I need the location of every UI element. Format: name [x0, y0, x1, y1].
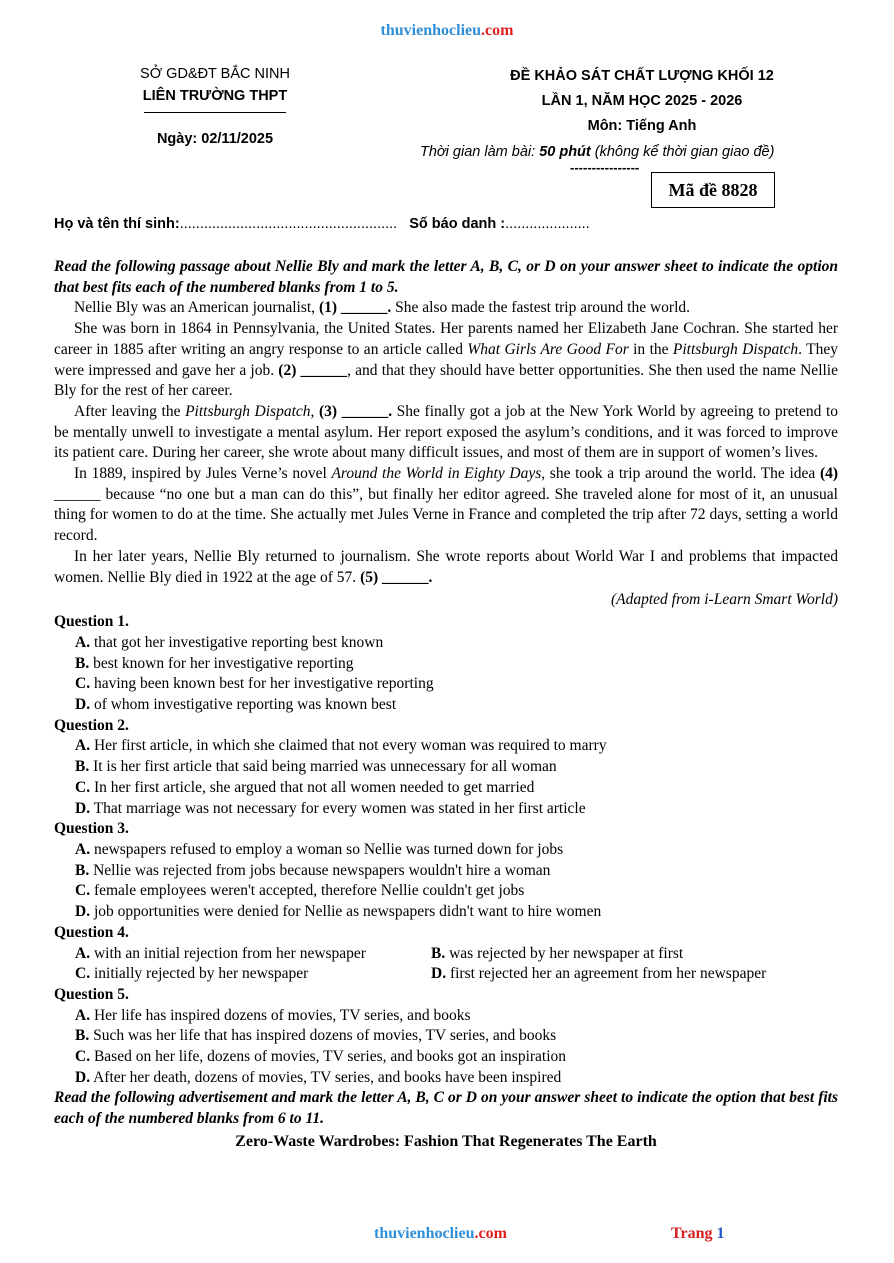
question-label: Question 3.: [54, 820, 129, 838]
option-letter: C.: [75, 882, 91, 900]
option-text: After her death, dozens of movies, TV series, and books have been inspired: [90, 1068, 562, 1086]
option-text: job opportunities were denied for Nellie as newspapers didn't want to hire women: [90, 903, 602, 921]
candidate-name-field[interactable]: ......................................................: [179, 216, 398, 232]
school-name: LIÊN TRƯỜNG THPT: [142, 88, 288, 104]
option-letter: C.: [75, 965, 91, 983]
passage-paragraph: [54, 547, 838, 588]
option-text: It is her first article that said being married was unnecessary for all woman: [89, 758, 557, 776]
passage-paragraph: [54, 298, 838, 319]
passage-text: , and that they should have better opportunities. She then used the name Nellie Bly for the rest of her career.: [54, 361, 838, 400]
option-letter: A.: [75, 1006, 91, 1024]
answer-option[interactable]: [75, 944, 431, 965]
blank-5: (5) ______.: [360, 568, 433, 586]
answer-option[interactable]: [75, 695, 838, 716]
option-letter: D.: [431, 965, 447, 983]
article-title: What Girls Are Good For: [467, 340, 629, 358]
option-letter: B.: [75, 1027, 90, 1045]
department-name: SỞ GD&ĐT BẮC NINH: [140, 66, 290, 82]
option-letter: A.: [75, 944, 91, 962]
option-letter: A.: [75, 737, 91, 755]
option-letter: B.: [75, 654, 90, 672]
passage-text: She finally got a job at the New York World by agreeing to pretend to be mentally unwell to investigate a mental asylum. Her report exposed the asylum’s conditions, and it was forced to improve its patient care. During her career, she wrote about many difficult issues, and most of them are in support of women’s lives.: [54, 402, 838, 462]
question-label: Question 2.: [54, 716, 129, 734]
option-text: that got her investigative reporting best known: [90, 633, 384, 651]
option-text: was rejected by her newspaper at first: [445, 944, 684, 962]
site-domain: .com: [474, 1225, 507, 1242]
answer-option[interactable]: [75, 778, 838, 799]
option-text: newspapers refused to employ a woman so Nellie was turned down for jobs: [90, 840, 564, 858]
passage-text: in the: [628, 340, 673, 358]
exam-subject: Môn: Tiếng Anh: [587, 118, 697, 134]
passage-text: , she took a trip around the world. The idea: [541, 465, 820, 483]
option-letter: C.: [75, 778, 91, 796]
option-letter: B.: [75, 758, 90, 776]
option-row: [75, 964, 838, 985]
passage-text: ______ because “no one but a man can do this”, but finally her editor agreed. She traveled alone for most of it, an unusual thing for women to do at the time. She actually met Jules Verne in France and completed the trip after 72 days, setting a world record.: [54, 485, 838, 545]
option-text: first rejected her an agreement from her newspaper: [446, 965, 767, 983]
passage-text: In her later years, Nellie Bly returned to journalism. She wrote reports about World War I and problems that impacted women. Nellie Bly died in 1922 at the age of 57.: [54, 547, 838, 586]
answer-option[interactable]: [75, 674, 838, 695]
exam-title: ĐỀ KHẢO SÁT CHẤT LƯỢNG KHỐI 12: [510, 68, 774, 84]
answer-option[interactable]: [75, 1068, 838, 1089]
site-name: thuvienhoclieu: [374, 1225, 475, 1242]
section1-instruction: Read the following passage about Nellie Bly and mark the letter A, B, C, or D on your answer sheet to indicate the option that best fits each of the numbered blanks from 1 to 5.: [54, 258, 838, 296]
header-dashes: ----------------: [570, 160, 640, 175]
passage-text: ,: [310, 402, 320, 420]
blank-1: (1) ______.: [318, 299, 392, 317]
answer-option[interactable]: [75, 902, 838, 923]
option-text: with an initial rejection from her newspaper: [90, 944, 366, 962]
newspaper-name: Pittsburgh Dispatch: [672, 340, 799, 358]
option-letter: D.: [75, 696, 91, 714]
option-text: Based on her life, dozens of movies, TV series, and books got an inspiration: [90, 1048, 567, 1066]
passage-paragraph: [54, 402, 838, 464]
answer-option[interactable]: [75, 964, 431, 985]
passage-text: Nellie Bly was an American journalist,: [74, 299, 319, 317]
site-domain: .com: [481, 22, 514, 39]
novel-title: Around the World in Eighty Days: [331, 465, 542, 483]
page-indicator: [671, 1225, 724, 1243]
answer-option[interactable]: [75, 881, 838, 902]
duration-value: 50 phút: [539, 144, 591, 160]
question-label: Question 4.: [54, 923, 129, 941]
exam-session: LẦN 1, NĂM HỌC 2025 - 2026: [541, 93, 743, 109]
option-text: Nellie was rejected from jobs because newspapers wouldn't hire a woman: [89, 861, 551, 879]
option-text: of whom investigative reporting was known best: [90, 696, 397, 714]
advertisement-title: Zero-Waste Wardrobes: Fashion That Regenerates The Earth: [235, 1132, 657, 1150]
answer-option[interactable]: [75, 736, 838, 757]
candidate-name-label: Họ và tên thí sinh:: [54, 216, 180, 232]
passage-text: She also made the fastest trip around the world.: [391, 299, 690, 317]
page-number: 1: [716, 1225, 725, 1242]
passage-text: . They were impressed and gave her a job.: [54, 340, 838, 379]
option-text: female employees weren't accepted, therefore Nellie couldn't get jobs: [90, 882, 525, 900]
option-text: Such was her life that has inspired dozens of movies, TV series, and books: [89, 1027, 557, 1045]
blank-3: (3) ______.: [319, 402, 393, 420]
exam-code: Mã đề 8828: [668, 179, 758, 200]
option-letter: B.: [431, 944, 446, 962]
answer-option[interactable]: [75, 840, 838, 861]
exam-date: Ngày: 02/11/2025: [156, 131, 274, 147]
header-left: [100, 66, 330, 147]
duration-prefix: Thời gian làm bài:: [420, 144, 540, 160]
question-label: Question 1.: [54, 613, 129, 631]
option-letter: B.: [75, 861, 90, 879]
option-letter: C.: [75, 675, 91, 693]
answer-option[interactable]: [431, 964, 766, 985]
duration-suffix: (không kể thời gian giao đề): [590, 144, 775, 160]
answer-option[interactable]: [75, 757, 838, 778]
newspaper-name: Pittsburgh Dispatch: [185, 402, 311, 420]
question-label: Question 5.: [54, 985, 129, 1003]
option-text: having been known best for her investigative reporting: [90, 675, 434, 693]
passage-text: After leaving the: [74, 402, 186, 420]
option-text: Her life has inspired dozens of movies, TV series, and books: [90, 1006, 471, 1024]
passage-paragraph: [54, 319, 838, 402]
answer-option[interactable]: [75, 1026, 838, 1047]
main-content: [54, 257, 838, 1153]
option-letter: D.: [75, 903, 91, 921]
blank-4: (4): [819, 465, 839, 483]
candidate-id-field[interactable]: .....................: [505, 216, 590, 232]
exam-duration: [420, 144, 774, 160]
header-right: [432, 68, 852, 141]
answer-option[interactable]: [431, 944, 683, 965]
header-divider: [144, 112, 286, 113]
footer-site[interactable]: [374, 1225, 507, 1243]
candidate-id-label: Số báo danh :: [409, 216, 506, 232]
answer-option[interactable]: [75, 633, 838, 654]
option-letter: C.: [75, 1048, 91, 1066]
option-letter: A.: [75, 840, 91, 858]
exam-code-box: [651, 172, 775, 208]
option-text: Her first article, in which she claimed that not every woman was required to marry: [90, 737, 607, 755]
answer-option[interactable]: [75, 1006, 838, 1027]
option-text: That marriage was not necessary for every women was stated in her first article: [90, 799, 586, 817]
passage-text: She was born in 1864 in Pennsylvania, the United States. Her parents named her Elizabeth Jane Cochran. She started her career in 1885 after writing an angry response to an article called: [54, 320, 838, 358]
passage-source: (Adapted from i-Learn Smart World): [610, 591, 838, 609]
option-row: [75, 944, 838, 965]
site-header[interactable]: [0, 22, 894, 40]
site-name: thuvienhoclieu: [380, 22, 482, 39]
option-letter: D.: [75, 799, 91, 817]
blank-2: (2) ______: [278, 361, 348, 379]
option-text: In her first article, she argued that not all women needed to get married: [90, 778, 535, 796]
answer-option[interactable]: [75, 799, 838, 820]
passage-paragraph: [54, 464, 838, 547]
passage-text: In 1889, inspired by Jules Verne’s novel: [74, 465, 332, 483]
questions-list: [54, 612, 838, 1088]
option-text: best known for her investigative reporting: [89, 654, 354, 672]
answer-option[interactable]: [75, 861, 838, 882]
answer-option[interactable]: [75, 654, 838, 675]
candidate-line: [54, 216, 590, 232]
option-text: initially rejected by her newspaper: [90, 965, 309, 983]
passage: [54, 298, 838, 588]
answer-option[interactable]: [75, 1047, 838, 1068]
section2-instruction: Read the following advertisement and mark the letter A, B, C or D on your answer sheet to indicate the option that best fits each of the numbered blanks from 6 to 11.: [54, 1089, 838, 1128]
option-letter: D.: [75, 1068, 91, 1086]
option-letter: A.: [75, 633, 91, 651]
page-label: Trang: [671, 1225, 717, 1242]
